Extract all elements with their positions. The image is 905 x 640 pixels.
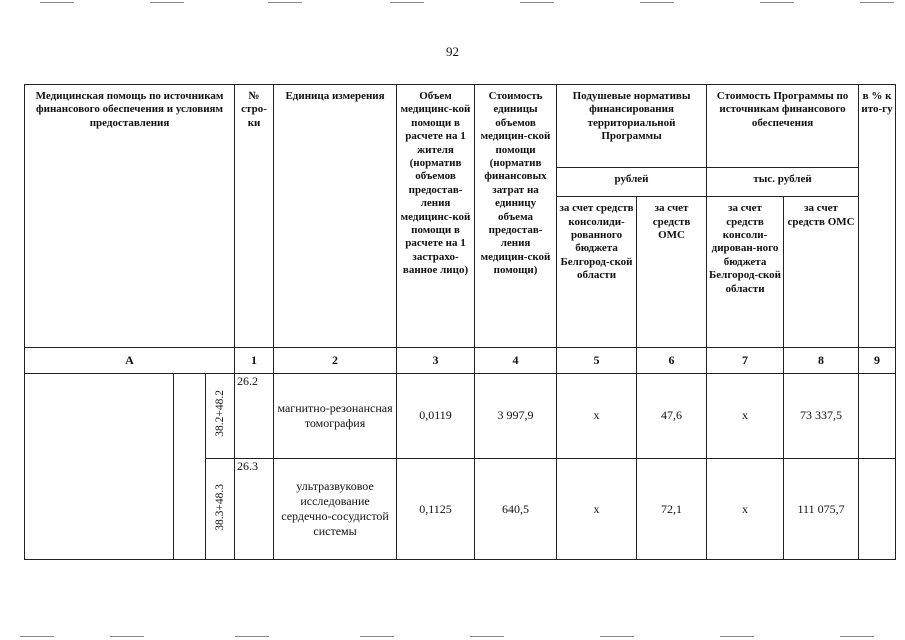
index-cell-5: 5 bbox=[557, 347, 637, 373]
row-code: 38.2+48.2 bbox=[206, 373, 235, 458]
index-cell-3: 3 bbox=[397, 347, 475, 373]
care-source-cell bbox=[25, 373, 174, 559]
header-per-capita: Подушевые нормативы финансирования территориальной Программы bbox=[557, 85, 707, 168]
header-per-capita-oms: за счет средств ОМС bbox=[637, 197, 707, 347]
row-per-capita-budget: х bbox=[557, 373, 637, 458]
row-per-capita-oms: 47,6 bbox=[637, 373, 707, 458]
header-percent: в % к ито-гу bbox=[859, 85, 896, 348]
row-volume: 0,0119 bbox=[397, 373, 475, 458]
header-volume: Объем медицинс-кой помощи в расчете на 1 жителя (норматив объемов предостав-ления медицинс-кой помощи в расчете на 1 застрахо-ванное лицо) bbox=[397, 85, 475, 348]
header-unit-rubles: рублей bbox=[557, 168, 707, 197]
header-program-oms: за счет средств ОМС bbox=[784, 197, 859, 347]
table-row bbox=[25, 373, 896, 458]
row-percent bbox=[859, 458, 896, 559]
row-unit-cost: 3 997,9 bbox=[475, 373, 557, 458]
index-cell-6: 6 bbox=[637, 347, 707, 373]
header-care-source: Медицинская помощь по источникам финансового обеспечения и условиям предоставления bbox=[25, 85, 235, 348]
row-number: 26.2 bbox=[235, 373, 274, 458]
scan-bottom-marks bbox=[0, 636, 905, 637]
row-program-budget: х bbox=[707, 458, 784, 559]
row-unit-cost: 640,5 bbox=[475, 458, 557, 559]
header-program-cost: Стоимость Программы по источникам финансового обеспечения bbox=[707, 85, 859, 168]
header-unit: Единица измерения bbox=[274, 85, 397, 348]
row-volume: 0,1125 bbox=[397, 458, 475, 559]
page-number: 92 bbox=[446, 44, 459, 59]
row-per-capita-oms: 72,1 bbox=[637, 458, 707, 559]
row-program-oms: 73 337,5 bbox=[784, 373, 859, 458]
row-unit: магнитно-резонансная томография bbox=[274, 373, 397, 458]
index-cell-1: 1 bbox=[235, 347, 274, 373]
care-subgroup-cell bbox=[174, 373, 206, 559]
header-row-number: № стро-ки bbox=[235, 85, 274, 348]
index-cell-4: 4 bbox=[475, 347, 557, 373]
header-program-budget: за счет средств консоли-дирован-ного бюджета Белгород-ской области bbox=[707, 197, 784, 347]
row-code: 38.3+48.3 bbox=[206, 458, 235, 559]
index-cell-a: А bbox=[25, 347, 235, 373]
row-program-oms: 111 075,7 bbox=[784, 458, 859, 559]
scan-top-marks bbox=[0, 2, 905, 3]
header-unit-cost: Стоимость единицы объемов медицин-ской помощи (норматив финансовых затрат на единицу объема предостав-ления медицин-ской помощи) bbox=[475, 85, 557, 348]
row-program-budget: х bbox=[707, 373, 784, 458]
index-cell-9: 9 bbox=[859, 347, 896, 373]
row-per-capita-budget: х bbox=[557, 458, 637, 559]
row-number: 26.3 bbox=[235, 458, 274, 559]
program-cost-table bbox=[24, 84, 896, 560]
index-cell-8: 8 bbox=[784, 347, 859, 373]
row-percent bbox=[859, 373, 896, 458]
index-cell-7: 7 bbox=[707, 347, 784, 373]
index-cell-2: 2 bbox=[274, 347, 397, 373]
header-per-capita-budget: за счет средств консолиди-рованного бюджета Белгород-ской области bbox=[557, 197, 637, 347]
row-unit: ультразвуковое исследование сердечно-сосудистой системы bbox=[274, 458, 397, 559]
header-unit-thousand-rubles: тыс. рублей bbox=[707, 168, 859, 197]
